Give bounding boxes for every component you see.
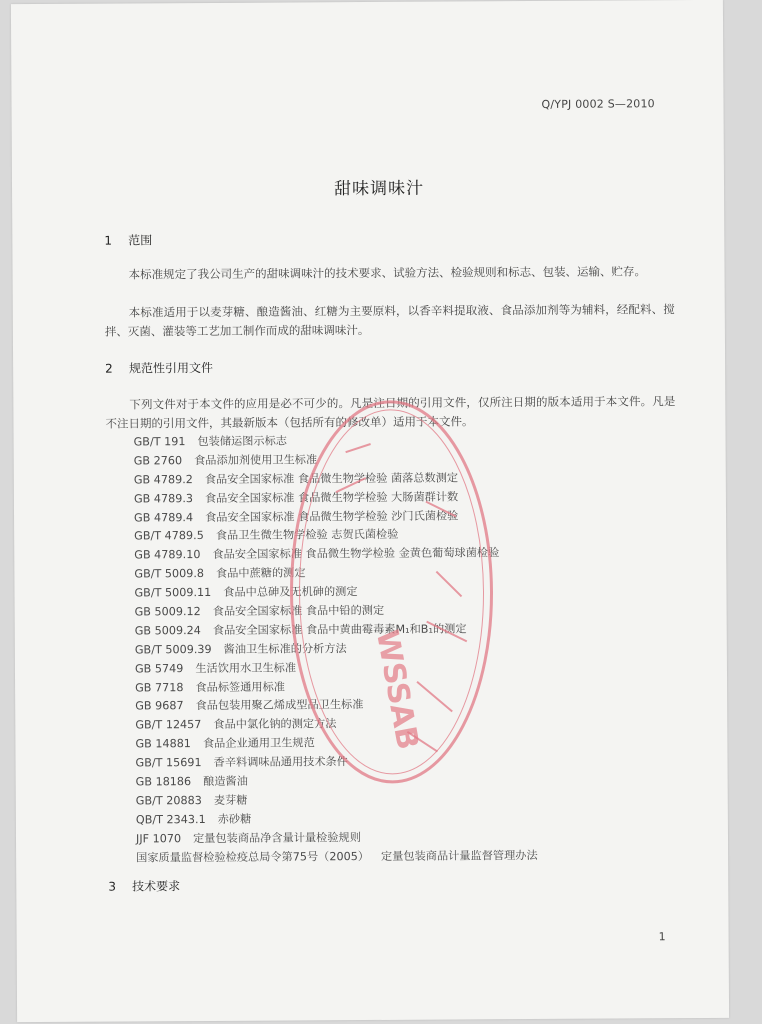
reference-code: GB/T 4789.5 — [134, 529, 204, 543]
section-title: 范围 — [128, 233, 153, 248]
reference-code: GB 4789.3 — [133, 491, 194, 506]
document-page — [11, 0, 729, 1022]
reference-item — [134, 450, 536, 471]
reference-code: GB 5009.12 — [134, 605, 201, 619]
reference-title: 食品安全国家标准 食品微生物学检验 沙门氏菌检验 — [205, 509, 459, 524]
reference-code: GB/T 5009.8 — [134, 567, 205, 581]
reference-code: GB 5009.24 — [134, 623, 201, 638]
reference-code: GB 2760 — [133, 454, 183, 468]
reference-title: 食品安全国家标准 食品中黄曲霉毒素M₁和B₁的测定 — [212, 622, 467, 637]
reference-title: 食品中总砷及无机砷的测定 — [223, 585, 358, 600]
reference-item — [134, 582, 536, 603]
reference-item — [135, 639, 537, 660]
reference-title: 食品安全国家标准 食品微生物学检验 金黄色葡萄球菌检验 — [212, 546, 500, 562]
reference-code: GB/T 20883 — [135, 793, 202, 808]
reference-title: 生活饮用水卫生标准 — [195, 661, 297, 675]
reference-code: JJF 1070 — [135, 831, 182, 846]
references-intro: 下列文件对于本文件的应用是必不可少的。凡是注日期的引用文件，仅所注日期的版本适用于本文件。凡是不注日期的引用文件，其最新版本（包括所有的修改单）适用于本文件。 — [105, 394, 676, 431]
reference-list — [134, 431, 538, 868]
reference-code: GB 18186 — [135, 775, 192, 789]
reference-code: 国家质量监督检验检疫总局令第75号（2005） — [136, 849, 370, 865]
section-title: 规范性引用文件 — [128, 360, 214, 376]
reference-code: GB 4789.4 — [133, 510, 194, 525]
reference-title: 食品卫生微生物学检验 志贺氏菌检验 — [215, 528, 399, 543]
reference-item — [134, 469, 536, 490]
reference-title: 食品企业通用卫生规范 — [202, 736, 315, 751]
document-title: 甜味调味汁 — [333, 178, 425, 200]
reference-code: GB 4789.2 — [133, 472, 193, 487]
reference-code: GB/T 12457 — [135, 718, 202, 732]
reference-title: 食品安全国家标准 食品微生物学检验 菌落总数测定 — [204, 471, 459, 486]
reference-code: GB 14881 — [135, 737, 191, 751]
reference-title: 食品标签通用标准 — [195, 680, 286, 694]
section-number: 3 — [108, 879, 116, 894]
reference-item — [135, 601, 537, 622]
reference-title: 定量包装商品净含量计量检验规则 — [193, 830, 361, 845]
reference-code: GB 5749 — [134, 661, 184, 676]
reference-item — [134, 563, 536, 584]
reference-title: 食品安全国家标准 食品中铅的测定 — [212, 603, 385, 618]
reference-item — [136, 809, 538, 830]
reference-title: 定量包装商品计量监督管理办法 — [380, 848, 538, 863]
reference-code: GB 7718 — [135, 680, 184, 695]
reference-item — [135, 752, 537, 773]
section-title: 技术要求 — [132, 879, 181, 894]
reference-title: 麦芽糖 — [213, 793, 248, 807]
section-number: 2 — [105, 361, 113, 376]
reference-item — [135, 714, 537, 735]
reference-item — [134, 488, 536, 509]
reference-code: GB 9687 — [135, 699, 184, 713]
svg-text:WSSAB: WSSAB — [368, 627, 426, 753]
reference-item — [135, 620, 537, 641]
reference-item — [135, 677, 537, 698]
reference-code: GB/T 5009.39 — [134, 642, 212, 657]
section-number: 1 — [104, 233, 113, 248]
scope-paragraph-1: 本标准规定了我公司生产的甜味调味汁的技术要求、试验方法、检验规则和标志、包装、运输、贮存。 — [128, 264, 647, 282]
reference-item — [134, 507, 536, 528]
reference-title: 酱油卫生标准的分析方法 — [223, 641, 347, 656]
reference-item — [136, 847, 538, 868]
reference-title: 食品中氯化钠的测定方法 — [213, 717, 337, 732]
reference-item — [136, 790, 538, 811]
reference-item — [136, 771, 538, 792]
scope-paragraph-2: 本标准适用于以麦芽糖、酿造酱油、红糖为主要原料，以香辛料提取液、食品添加剂等为辅料，经配料、搅拌、灭菌、灌装等工艺加工制作而成的甜味调味汁。 — [104, 302, 675, 339]
reference-title: 食品中蔗糖的测定 — [215, 566, 306, 581]
document-code: Q/YPJ 0002 S—2010 — [541, 97, 655, 111]
reference-title: 包装储运图示标志 — [197, 434, 287, 449]
reference-title: 食品包装用聚乙烯成型品卫生标准 — [195, 698, 364, 713]
reference-title: 食品安全国家标准 食品微生物学检验 大肠菌群计数 — [204, 490, 459, 505]
reference-code: GB 4789.10 — [134, 548, 201, 562]
reference-title: 食品添加剂使用卫生标准 — [194, 453, 318, 467]
reference-item — [136, 828, 538, 849]
section-3-heading — [108, 877, 180, 894]
reference-item — [134, 431, 536, 452]
section-2-heading — [105, 359, 213, 377]
reference-code: GB/T 5009.11 — [134, 586, 212, 600]
reference-item — [134, 525, 536, 546]
reference-item — [134, 544, 536, 565]
reference-item — [135, 658, 537, 679]
reference-item — [135, 695, 537, 716]
reference-code: GB/T 191 — [133, 435, 186, 449]
reference-title: 酿造酱油 — [203, 774, 248, 789]
reference-title: 赤砂糖 — [217, 812, 252, 826]
page-number: 1 — [658, 930, 666, 944]
reference-item — [135, 733, 537, 754]
reference-code: GB/T 15691 — [135, 756, 202, 770]
reference-title: 香辛料调味品通用技术条件 — [213, 755, 348, 770]
section-1-heading — [104, 231, 152, 248]
reference-code: QB/T 2343.1 — [135, 812, 206, 827]
